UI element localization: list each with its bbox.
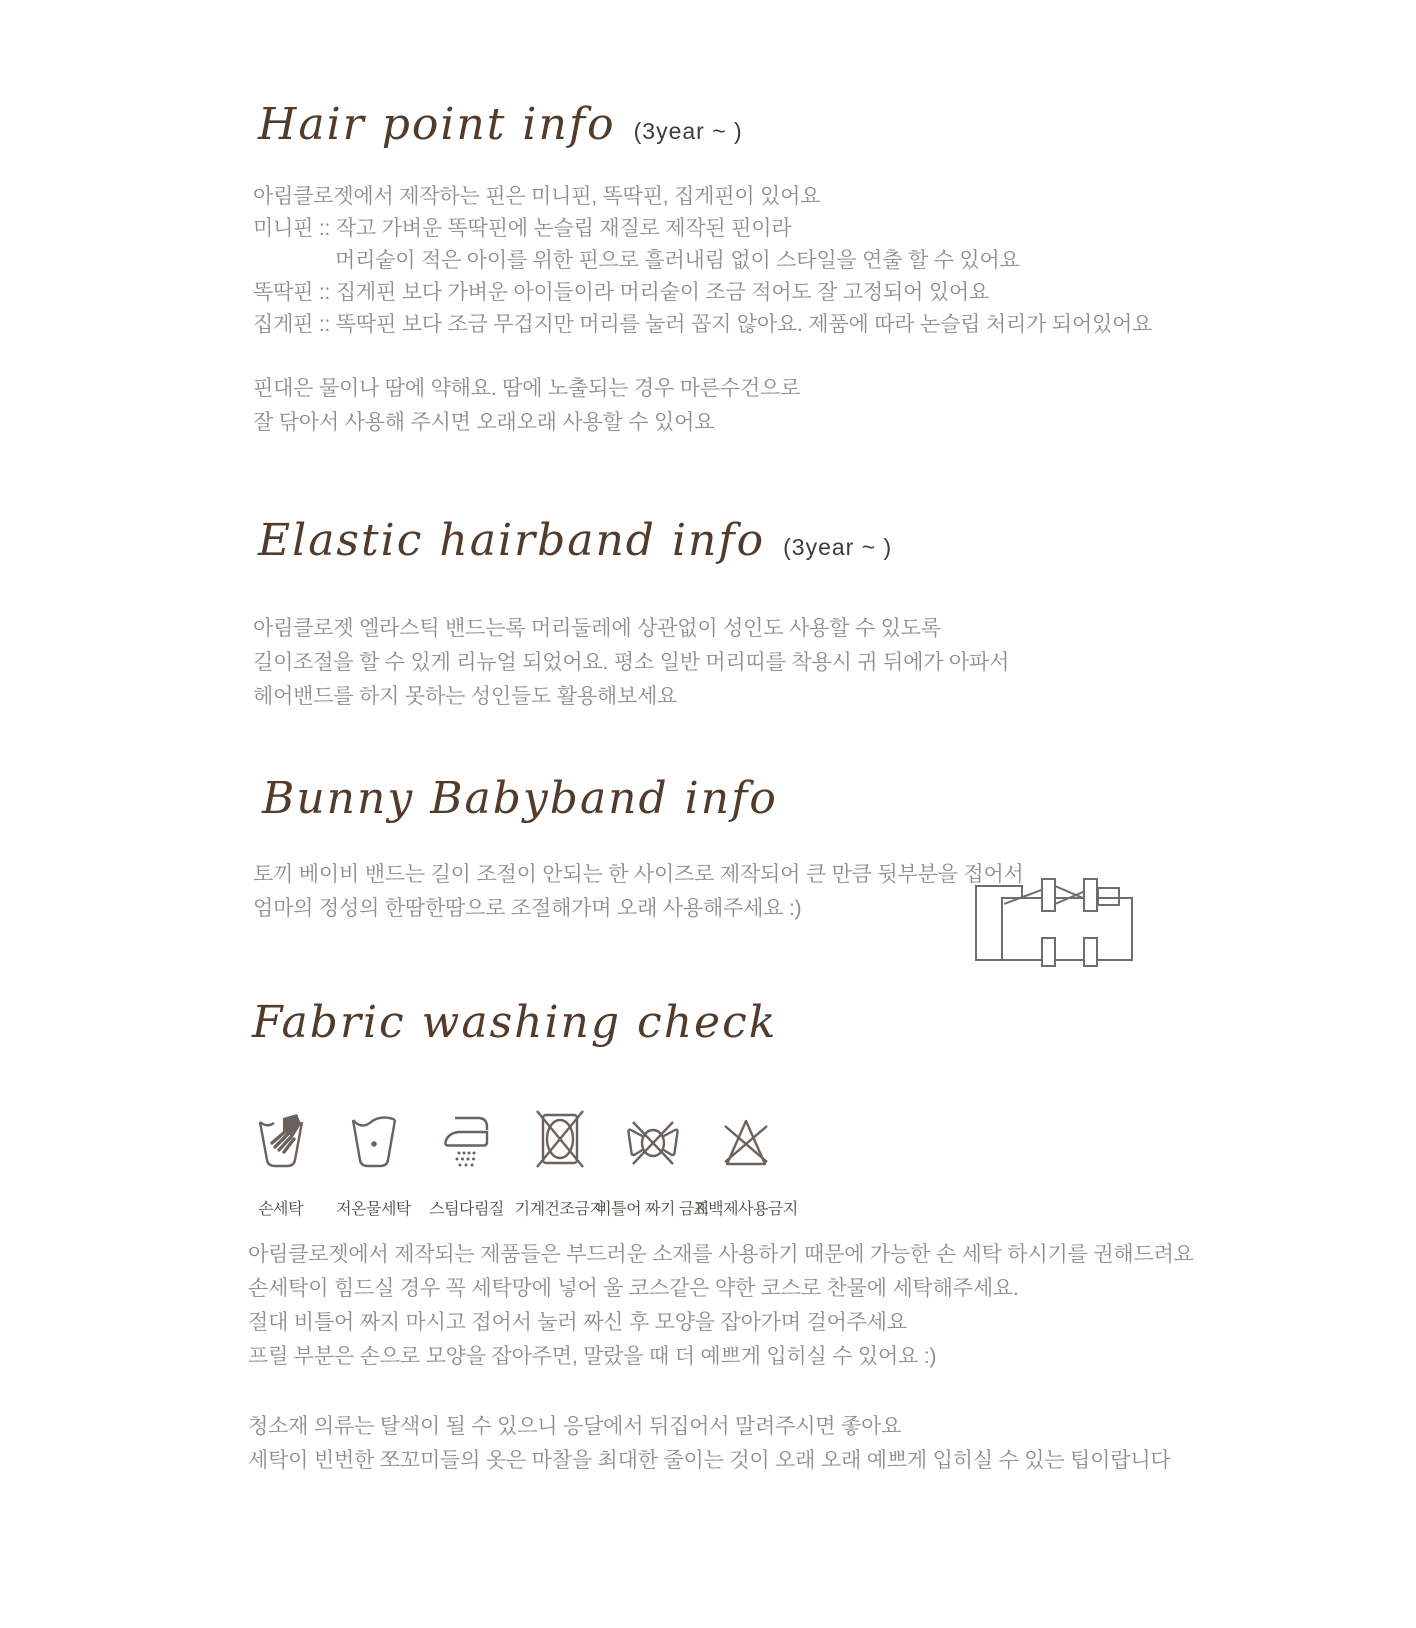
folded-band-diagram [972,876,1137,970]
text-line: 핀대은 물이나 땀에 약해요. 땀에 노출되는 경우 마른수건으로 [253,377,801,400]
no-tumble-dry-icon [534,1078,586,1170]
text-line: 절대 비틀어 짜지 마시고 접어서 눌러 짜신 후 모양을 잡아가며 걸어주세요 [248,1311,907,1334]
text-line: 프릴 부분은 손으로 모양을 잡아주면, 말랐을 때 더 예쁘게 입히실 수 있어요 :) [248,1345,937,1368]
bunny-babyband-description [253,858,1024,926]
care-item-low-temp-wash [327,1078,420,1219]
fabric-washing-heading [252,990,777,1056]
hair-point-description [253,181,1152,341]
care-icon-row [234,1078,798,1219]
care-label: 표백제사용금지 [693,1201,798,1218]
text-line: 집게핀 :: 똑딱핀 보다 조금 무겁지만 머리를 눌러 꼽지 않아요. 제품에 따라 논슬립 처리가 되어있어요 [253,313,1153,336]
drying-tips [248,1410,1171,1478]
text-line: 머리숱이 적은 아이를 위한 핀으로 흘러내림 없이 스타일을 연출 할 수 있어요 [335,249,1020,272]
hair-point-heading [258,92,743,158]
washing-instructions [248,1238,1194,1374]
hair-point-title: Hair point info [258,99,616,150]
care-label: 스팀다림질 [429,1201,504,1218]
hair-point-care-note [253,372,800,440]
care-label: 기계건조금지 [514,1201,605,1218]
no-bleach-icon [720,1078,772,1170]
care-label: 손세탁 [258,1201,303,1218]
care-label: 저온물세탁 [336,1201,411,1218]
bunny-babyband-title: Bunny Babyband info [262,773,778,824]
fabric-washing-title: Fabric washing check [252,997,778,1048]
care-item-no-wring [596,1078,709,1219]
text-line: 청소재 의류는 탈색이 될 수 있으니 응달에서 뒤집어서 말려주시면 좋아요 [248,1415,902,1438]
care-item-hand-wash [234,1078,327,1219]
elastic-hairband-age-note: (3year ~ ) [783,534,893,560]
text-line: 헤어밴드를 하지 못하는 성인들도 활용해보세요 [253,685,678,708]
elastic-hairband-title: Elastic hairband info [258,515,766,566]
bunny-babyband-heading [262,766,778,832]
no-wring-icon [626,1078,680,1170]
elastic-hairband-heading [258,508,892,574]
care-item-steam-iron [420,1078,513,1219]
care-item-no-tumble-dry [513,1078,606,1219]
steam-iron-icon [442,1078,492,1170]
text-line: 엄마의 정성의 한땀한땀으로 조절해가며 오래 사용해주세요 :) [253,897,802,920]
folded-band-diagram-icon [972,876,1137,970]
elastic-hairband-description [253,612,1009,714]
text-line: 아림클로젯에서 제작되는 제품들은 부드러운 소재를 사용하기 때문에 가능한 손 세탁 하시기를 권해드려요 [248,1243,1194,1266]
hair-point-age-note: (3year ~ ) [633,118,743,144]
text-line: 세탁이 빈번한 쪼꼬미들의 옷은 마찰을 최대한 줄이는 것이 오래 오래 예쁘게 입히실 수 있는 팁이랍니다 [248,1449,1171,1472]
care-label: 비틀어 짜기 금지 [596,1201,709,1218]
text-line: 똑딱핀 :: 집게핀 보다 가벼운 아이들이라 머리숱이 조금 적어도 잘 고정되어 있어요 [253,281,990,304]
text-line: 미니핀 :: 작고 가벼운 똑딱핀에 논슬립 재질로 제작된 핀이라 [253,217,792,240]
text-line: 토끼 베이비 밴드는 길이 조절이 안되는 한 사이즈로 제작되어 큰 만큼 뒷부분을 접어서 [253,863,1024,886]
text-line: 길이조절을 할 수 있게 리뉴얼 되었어요. 평소 일반 머리띠를 착용시 귀 뒤에가 아파서 [253,651,1010,674]
text-line: 아림클로젯에서 제작하는 핀은 미니핀, 똑딱핀, 집게핀이 있어요 [253,185,821,208]
low-temp-wash-icon [350,1078,398,1170]
care-item-no-bleach [693,1078,798,1219]
text-line: 손세탁이 힘드실 경우 꼭 세탁망에 넣어 울 코스같은 약한 코스로 찬물에 세탁해주세요. [248,1277,1019,1300]
text-line: 잘 닦아서 사용해 주시면 오래오래 사용할 수 있어요 [253,411,715,434]
text-line: 아림클로젯 엘라스틱 밴드는록 머리둘레에 상관없이 성인도 사용할 수 있도록 [253,617,941,640]
hand-wash-icon [257,1078,305,1170]
